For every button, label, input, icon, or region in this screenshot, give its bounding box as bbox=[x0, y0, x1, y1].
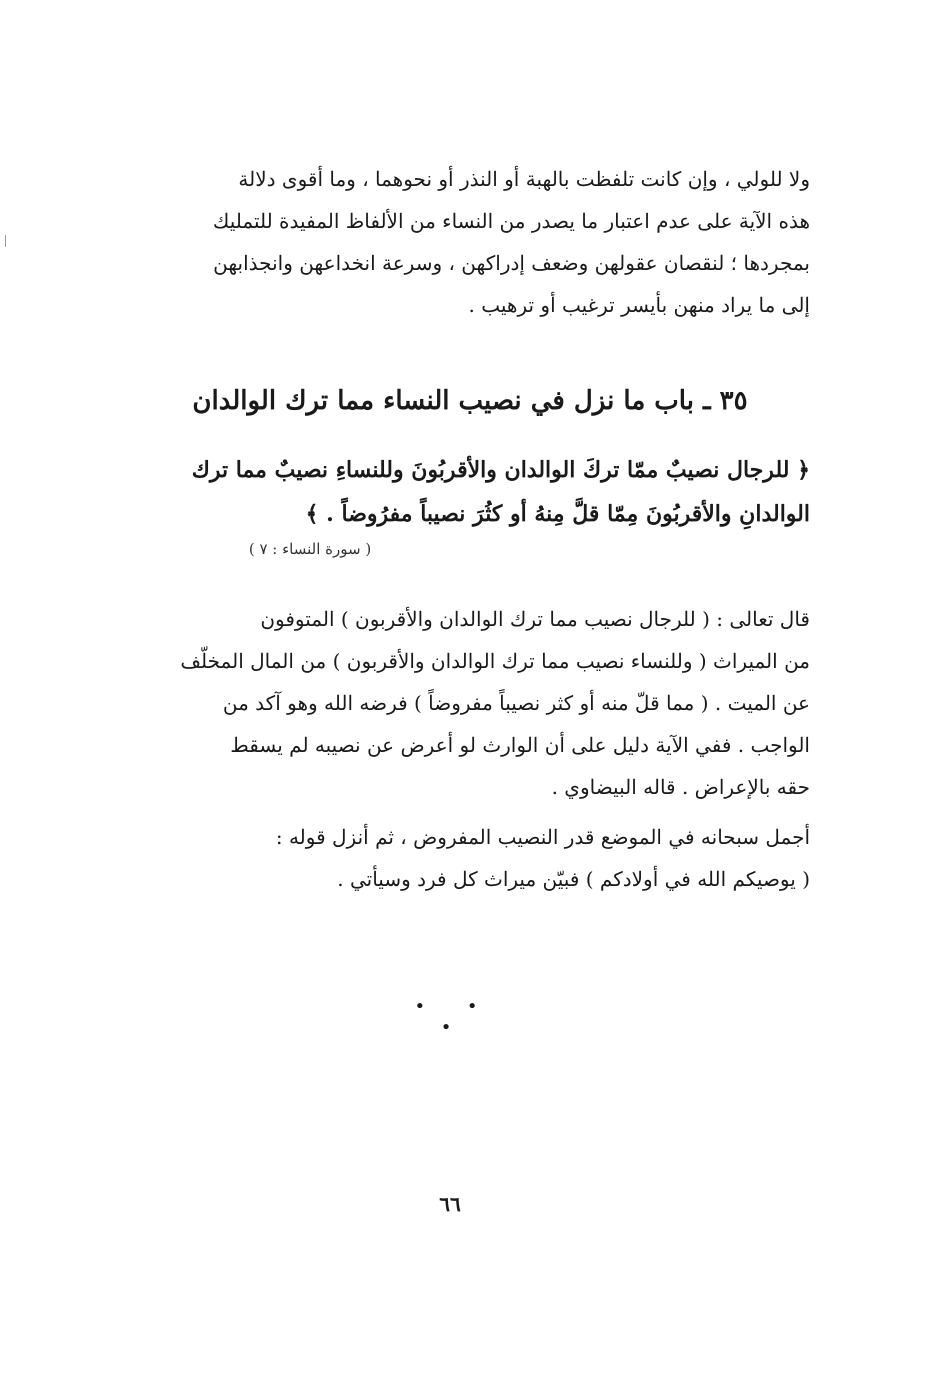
verse-line: الوالدانِ والأقربُونَ مِمّا قلَّ مِنهُ أو كثُرَ نصيباً مفرُوضاً . ﴾ bbox=[305, 501, 810, 527]
commentary-line: حقه بالإعراض . قاله البيضاوي . bbox=[551, 775, 810, 799]
margin-mark bbox=[5, 235, 6, 247]
intro-paragraph bbox=[118, 158, 810, 326]
quran-verse bbox=[118, 448, 810, 536]
closing-line: ( يوصيكم الله في أولادكم ) فبيّن ميراث كل فرد وسيأتي . bbox=[337, 867, 810, 891]
commentary-line: عن الميت . ( مما قلّ منه أو كثر نصيباً مفروضاً ) فرضه الله وهو آكد من bbox=[222, 691, 810, 715]
commentary-line: من الميراث ( وللنساء نصيب مما ترك الوالدان والأقربون ) من المال المخلّف bbox=[180, 649, 810, 673]
verse-citation: ( سورة النساء : ٧ ) bbox=[248, 540, 372, 558]
intro-line: إلى ما يراد منهن بأيسر ترغيب أو ترهيب . bbox=[468, 293, 810, 317]
closing-paragraph bbox=[118, 816, 810, 900]
closing-line: أجمل سبحانه في الموضع قدر النصيب المفروض ، ثم أنزل قوله : bbox=[275, 825, 810, 849]
page-number: ٦٦ bbox=[439, 1192, 461, 1216]
section-heading: ٣٥ ـ باب ما نزل في نصيب النساء مما ترك الوالدان bbox=[192, 386, 748, 416]
commentary-paragraph bbox=[118, 598, 810, 808]
intro-line: ولا للولي ، وإن كانت تلفظت بالهبة أو النذر أو نحوهما ، وما أقوى دلالة bbox=[238, 167, 810, 191]
intro-line: هذه الآية على عدم اعتبار ما يصدر من النساء من الألفاظ المفيدة للتمليك bbox=[212, 209, 810, 233]
section-separator: • • • bbox=[414, 996, 496, 1038]
verse-line: ﴿ للرجال نصيبٌ ممّا تركَ الوالدان والأقربُونَ وللنساءِ نصيبٌ مما ترك bbox=[191, 457, 810, 483]
commentary-line: الواجب . ففي الآية دليل على أن الوارث لو أعرض عن نصيبه لم يسقط bbox=[230, 733, 810, 757]
commentary-line: قال تعالى : ( للرجال نصيب مما ترك الوالدان والأقربون ) المتوفون bbox=[260, 607, 810, 631]
intro-line: بمجردها ؛ لنقصان عقولهن وضعف إدراكهن ، وسرعة انخداعهن وانجذابهن bbox=[213, 251, 810, 275]
